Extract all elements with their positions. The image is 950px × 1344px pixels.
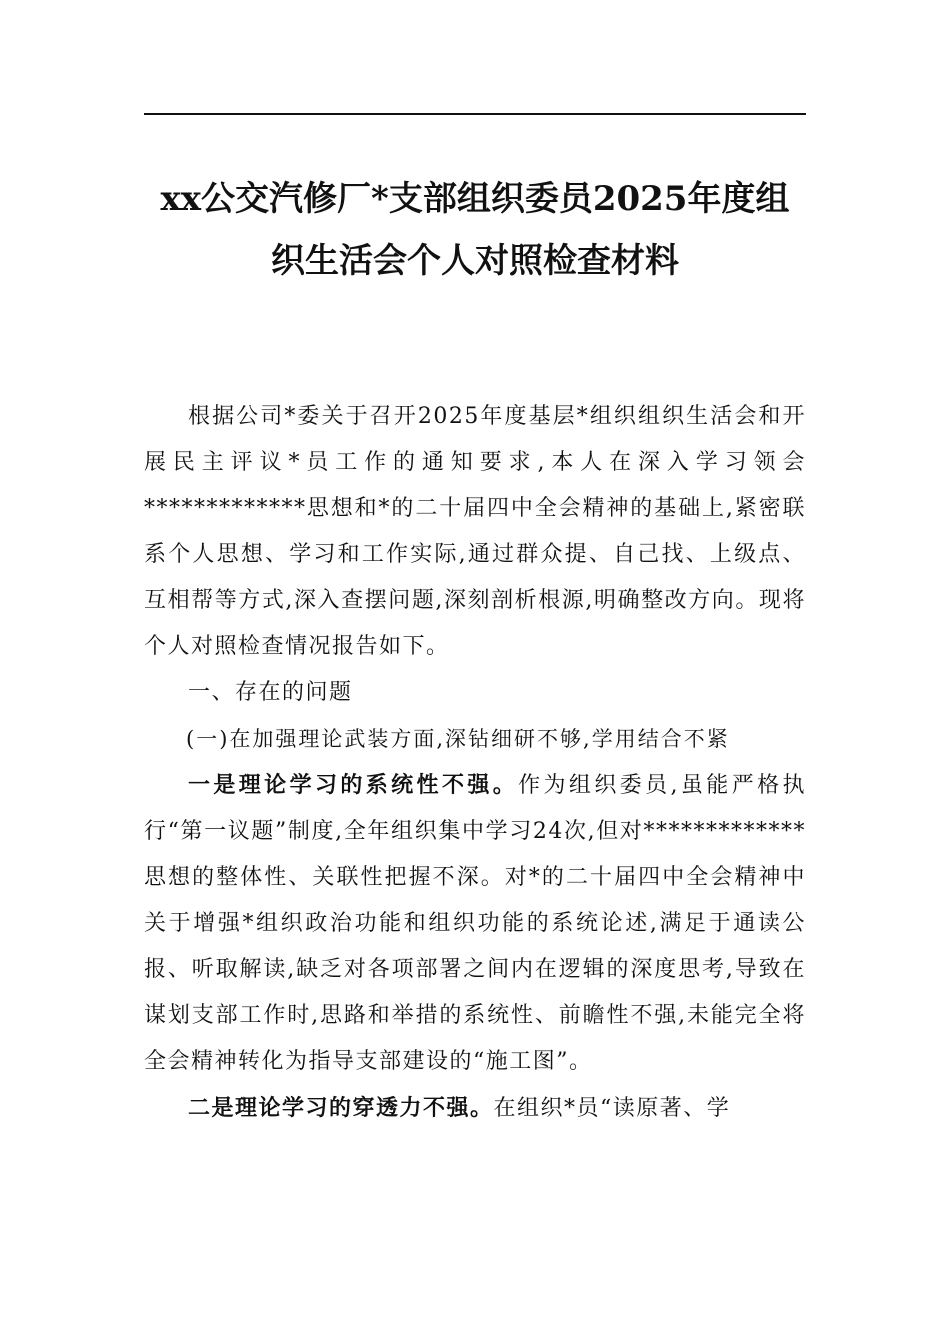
point-2-lead: 二是理论学习的穿透力不强。 (188, 1095, 494, 1121)
section-heading: 一、存在的问题 (188, 680, 353, 705)
point-1-lead: 一是理论学习的系统性不强。 (188, 772, 519, 798)
point-2-paragraph (144, 1085, 806, 1132)
point-1-text: 作为组织委员,虽能严格执行“第一议题”制度,全年组织集中学习24次,但对*************思想的整体性、关联性把握不深。对*的二十届四中全会精神中关于增强*组织政治功能和组织功能的系统论述,满足于通读公报、听取解读,缺乏对各项部署之间内在逻辑的深度思考,导致在谋划支部工作时,思路和举措的系统性、前瞻性不强,未能完全将全会精神转化为指导支部建设的“施工图”。 (144, 773, 806, 1074)
point-1-paragraph (144, 762, 806, 1085)
subsection-heading: (一)在加强理论武装方面,深钻细研不够,学用结合不紧 (186, 727, 730, 751)
document-body (144, 394, 806, 1132)
document-title (144, 168, 806, 292)
intro-paragraph: 根据公司*委关于召开2025年度基层*组织组织生活会和开展民主评议*员工作的通知要求,本人在深入学习领会*************思想和*的二十届四中全会精神的基础上,紧密联系个人思想、学习和工作实际,通过群众提、自己找、上级点、互相帮等方式,深入查摆问题,深刻剖析根源,明确整改方向。现将个人对照检查情况报告如下。 (144, 404, 806, 659)
title-line-1: xx公交汽修厂*支部组织委员2025年度组 (160, 179, 790, 219)
header-rule (144, 113, 806, 115)
title-line-2: 织生活会个人对照检查材料 (271, 241, 679, 281)
point-2-text: 在组织*员“读原著、学 (493, 1096, 731, 1121)
